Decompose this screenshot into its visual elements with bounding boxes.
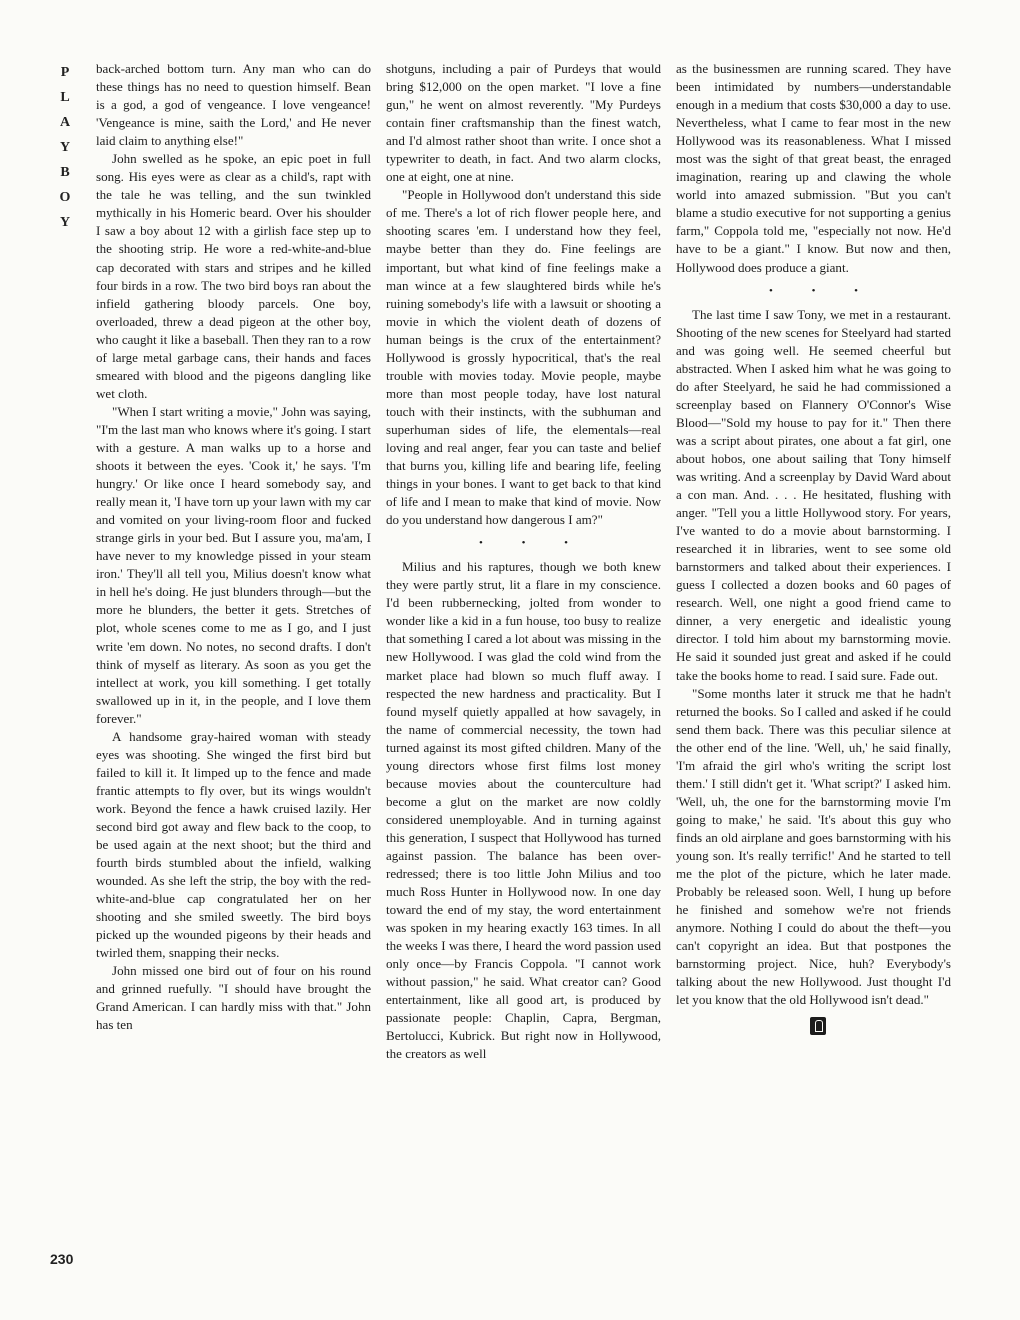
paragraph: shotguns, including a pair of Purdeys that would bring $12,000 on the open market. "I love a fine gun," he went on almost reverently. "My Purdeys contain finer craftsmanship than the finest watch, and I'd almost rather shoot than write. I once shot a typewriter to death, in fact. And two alarm clocks, one at eight, one at nine. [386, 61, 661, 185]
column-3-top [676, 60, 951, 277]
article-column-2 [386, 60, 661, 1280]
paragraph: "People in Hollywood don't understand this side of me. There's a lot of rich flower people here, and shooting scares 'em. I understand how they feel, maybe better than they do. Fine feelings are important, but what kind of fine feelings make a man wince at a few slaughtered birds while he's ruining somebody's life with a lawsuit or shooting a movie in which the violent death of dozens of human beings is the crux of the entertainment? Hollywood is grossly hypocritical, that's the real trouble with movies today. Movie people, maybe more than most people today, have lost natural touch with their instincts, with the subhuman and superhuman sides of life, the elementals—real loving and real anger, fear you can taste and belief that burns you, killing life and bearing life, feeling things in your bones. I want to get back to that kind of life and I mean to make that kind of movie. Now do you understand how dangerous I am?" [386, 187, 661, 528]
article-column-3 [676, 60, 951, 1280]
paragraph: John swelled as he spoke, an epic poet in full song. His eyes were as clear as a child's, rapt with the tale he was telling, and the sun twinkled mythically in his Homeric beard. Over his shoulder I saw a boy about 12 with a girlish face step up to the shooting strip. He wore a red-white-and-blue cap decorated with stars and stripes and he killed four birds in a row. The two bird boys ran about the infield gathering bloody parcels. One boy, overloaded, threw a dead pigeon at the other boy, who caught it like a baseball. Then they ran to a row of large metal garbage cans, their hands and faces smeared with blood and the pigeons dangling like wet cloth. [96, 151, 371, 401]
column-2-bottom [386, 558, 661, 1063]
paragraph: Milius and his raptures, though we both knew they were partly strut, lit a flare in my conscience. I'd been rubbernecking, jolted from wonder to wonder like a kid in a fun house, too busy to realize that something I cared a lot about was missing in the new Hollywood. I was glad the cold wind from the market place had blown so much fluff away. I respected the new hardness and practicality. But I found myself quietly appalled at how savagely, in the name of commercial necessity, the town had turned against its most gifted children. Many of the young directors whose first films lost money because movies about the counterculture had become a glut on the market are now coldly considered unemployable. And in turning against this generation, I suspect that Hollywood has turned against passion. The balance has been over-redressed; there is too little John Milius and too much Ross Hunter in Hollywood now. In one day toward the end of my stay, the word entertainment was spoken in my hearing exactly 163 times. In all the weeks I was there, I heard the word passion used only once—by Francis Coppola. "I cannot work without passion," he said. What creator can? Good entertainment, like all good art, is produced by passionate people: Chaplin, Capra, Bergman, Bertolucci, Kubrick. But right now in Hollywood, the creators as well [386, 559, 661, 1062]
paragraph: The last time I saw Tony, we met in a restaurant. Shooting of the new scenes for Steelyard had started and was going well. He seemed cheerful but abstracted. When I asked him what he was going to do after Steelyard, he said he had commissioned a screenplay based on Flannery O'Connor's Wise Blood—"Sold my house to pay for it." Then there was a script about pirates, one about a fat girl, one about hobos, one about sailing that Tony himself was writing. And a screenplay by David Ward about a con man. And. . . . He hesitated, flushing with anger. "Tell you a little Hollywood story. For years, I've wanted to do a movie about barnstorming. I researched it in libraries, went to see some old barnstormers and talked about their experiences. I guess I collected a dozen books and 60 pages of research. Well, one night a good friend came to dinner, a very energetic and idealistic young director. I told him about my barnstorming movie. He said it sounded just great and asked if he could take the books home to read. I said sure. Fade out. [676, 306, 951, 683]
rabbit-head-icon [810, 1017, 826, 1035]
column-3-bottom [676, 306, 951, 1010]
section-separator: • • • [768, 284, 877, 297]
paragraph: A handsome gray-haired woman with steady eyes was shooting. She winged the first bird but failed to kill it. It limped up to the fence and made frantic attempts to fly over, but its wings wouldn't work. Beyond the fence a hawk cruised lazily. Her second bird got away and flew back to the coop, to be used again at the next shoot; but the third and fourth birds stumbled about the infield, walking wounded. As she left the strip, the boy with the red-white-and-blue cap congratulated her on her shooting and she smiled sweetly. The bird boys picked up the wounded pigeons by their heads and twirled them, snapping their necks. [96, 728, 371, 961]
paragraph: John missed one bird out of four on his round and grinned ruefully. "I should have brought the Grand American. I can hardly miss with that." John has ten [96, 963, 371, 1033]
paragraph: "Some months later it struck me that he hadn't returned the books. So I called and asked if he could send them back. There was this peculiar silence at the other end of the line. 'Well, uh,' he said finally, 'I'm afraid the girl who's writing the script lost them.' I still didn't get it. 'What script?' I asked him. 'Well, uh, the one for the barnstorming movie I'm going to make,' he said. 'It's about this guy who finds an old airplane and goes barnstorming with his young son. It's really terrific!' And he started to tell me the plot of the picture, which he later made. Probably be released soon. Well, I hung up before he finished and somehow we're not friends anymore. Nothing I could do about the theft—you can't copyright an idea. But that postpones the barnstorming project. Nice, huh? Everybody's talking about the new Hollywood. Just thought I'd let you know that the old Hollywood isn't dead." [676, 685, 951, 1008]
column-2-top [386, 60, 661, 529]
paragraph: as the businessmen are running scared. They have been intimidated by numbers—understandable enough in a medium that costs $30,000 a day to use. Nevertheless, what I came to fear most in the new Hollywood was its reasonableness. What I missed most was the sight of that great beast, the enraged imagination, rearing up and clawing the whole world into amazed submission. "But you can't blame a studio executive for not supporting a genius farm," Coppola told me, "especially not now. He'd have to be a giant." I know. But now and then, Hollywood does produce a giant. [676, 61, 951, 275]
paragraph: back-arched bottom turn. Any man who can do these things has no need to question himself. Bean is a god, a god of vengeance. I love vengeance! 'Vengeance is mine, saith the Lord,' and He never laid claim to anything else!" [96, 61, 371, 149]
masthead-letter: P [60, 65, 70, 80]
masthead-letter: O [59, 190, 71, 205]
article-column-1 [96, 60, 371, 1280]
masthead-letter: A [59, 115, 71, 130]
masthead-letter: Y [59, 140, 71, 155]
masthead-letter: L [60, 90, 70, 105]
page-number: 230 [50, 1251, 74, 1267]
section-separator: • • • [478, 537, 587, 550]
masthead-letter: B [60, 165, 70, 180]
masthead-letter: Y [59, 215, 71, 230]
magazine-name-vertical [58, 60, 72, 235]
paragraph: "When I start writing a movie," John was saying, "I'm the last man who knows where it's going. I start with a gesture. A man walks up to a horse and shoots it between the eyes. 'Cook it,' he says. 'I'm hungry.' Or like once I heard somebody say, and really mean it, 'I have torn up your lawn with my car and vomited on your living-room floor and fucked strange girls in your bed. But I assure you, ma'am, I have never to my knowledge pissed in your steam iron.' They'll all tell you, Milius doesn't know what in hell he's doing. He just blunders through—but the more he blunders, the better it gets. Stretches of plot, whole scenes come to me as I go, and I just write 'em down. No notes, no second drafts. I don't think of myself as literary. As soon as you get the intellect at work, you kill something. I get totally swallowed up in it, in the people, and I love them forever." [96, 403, 371, 726]
